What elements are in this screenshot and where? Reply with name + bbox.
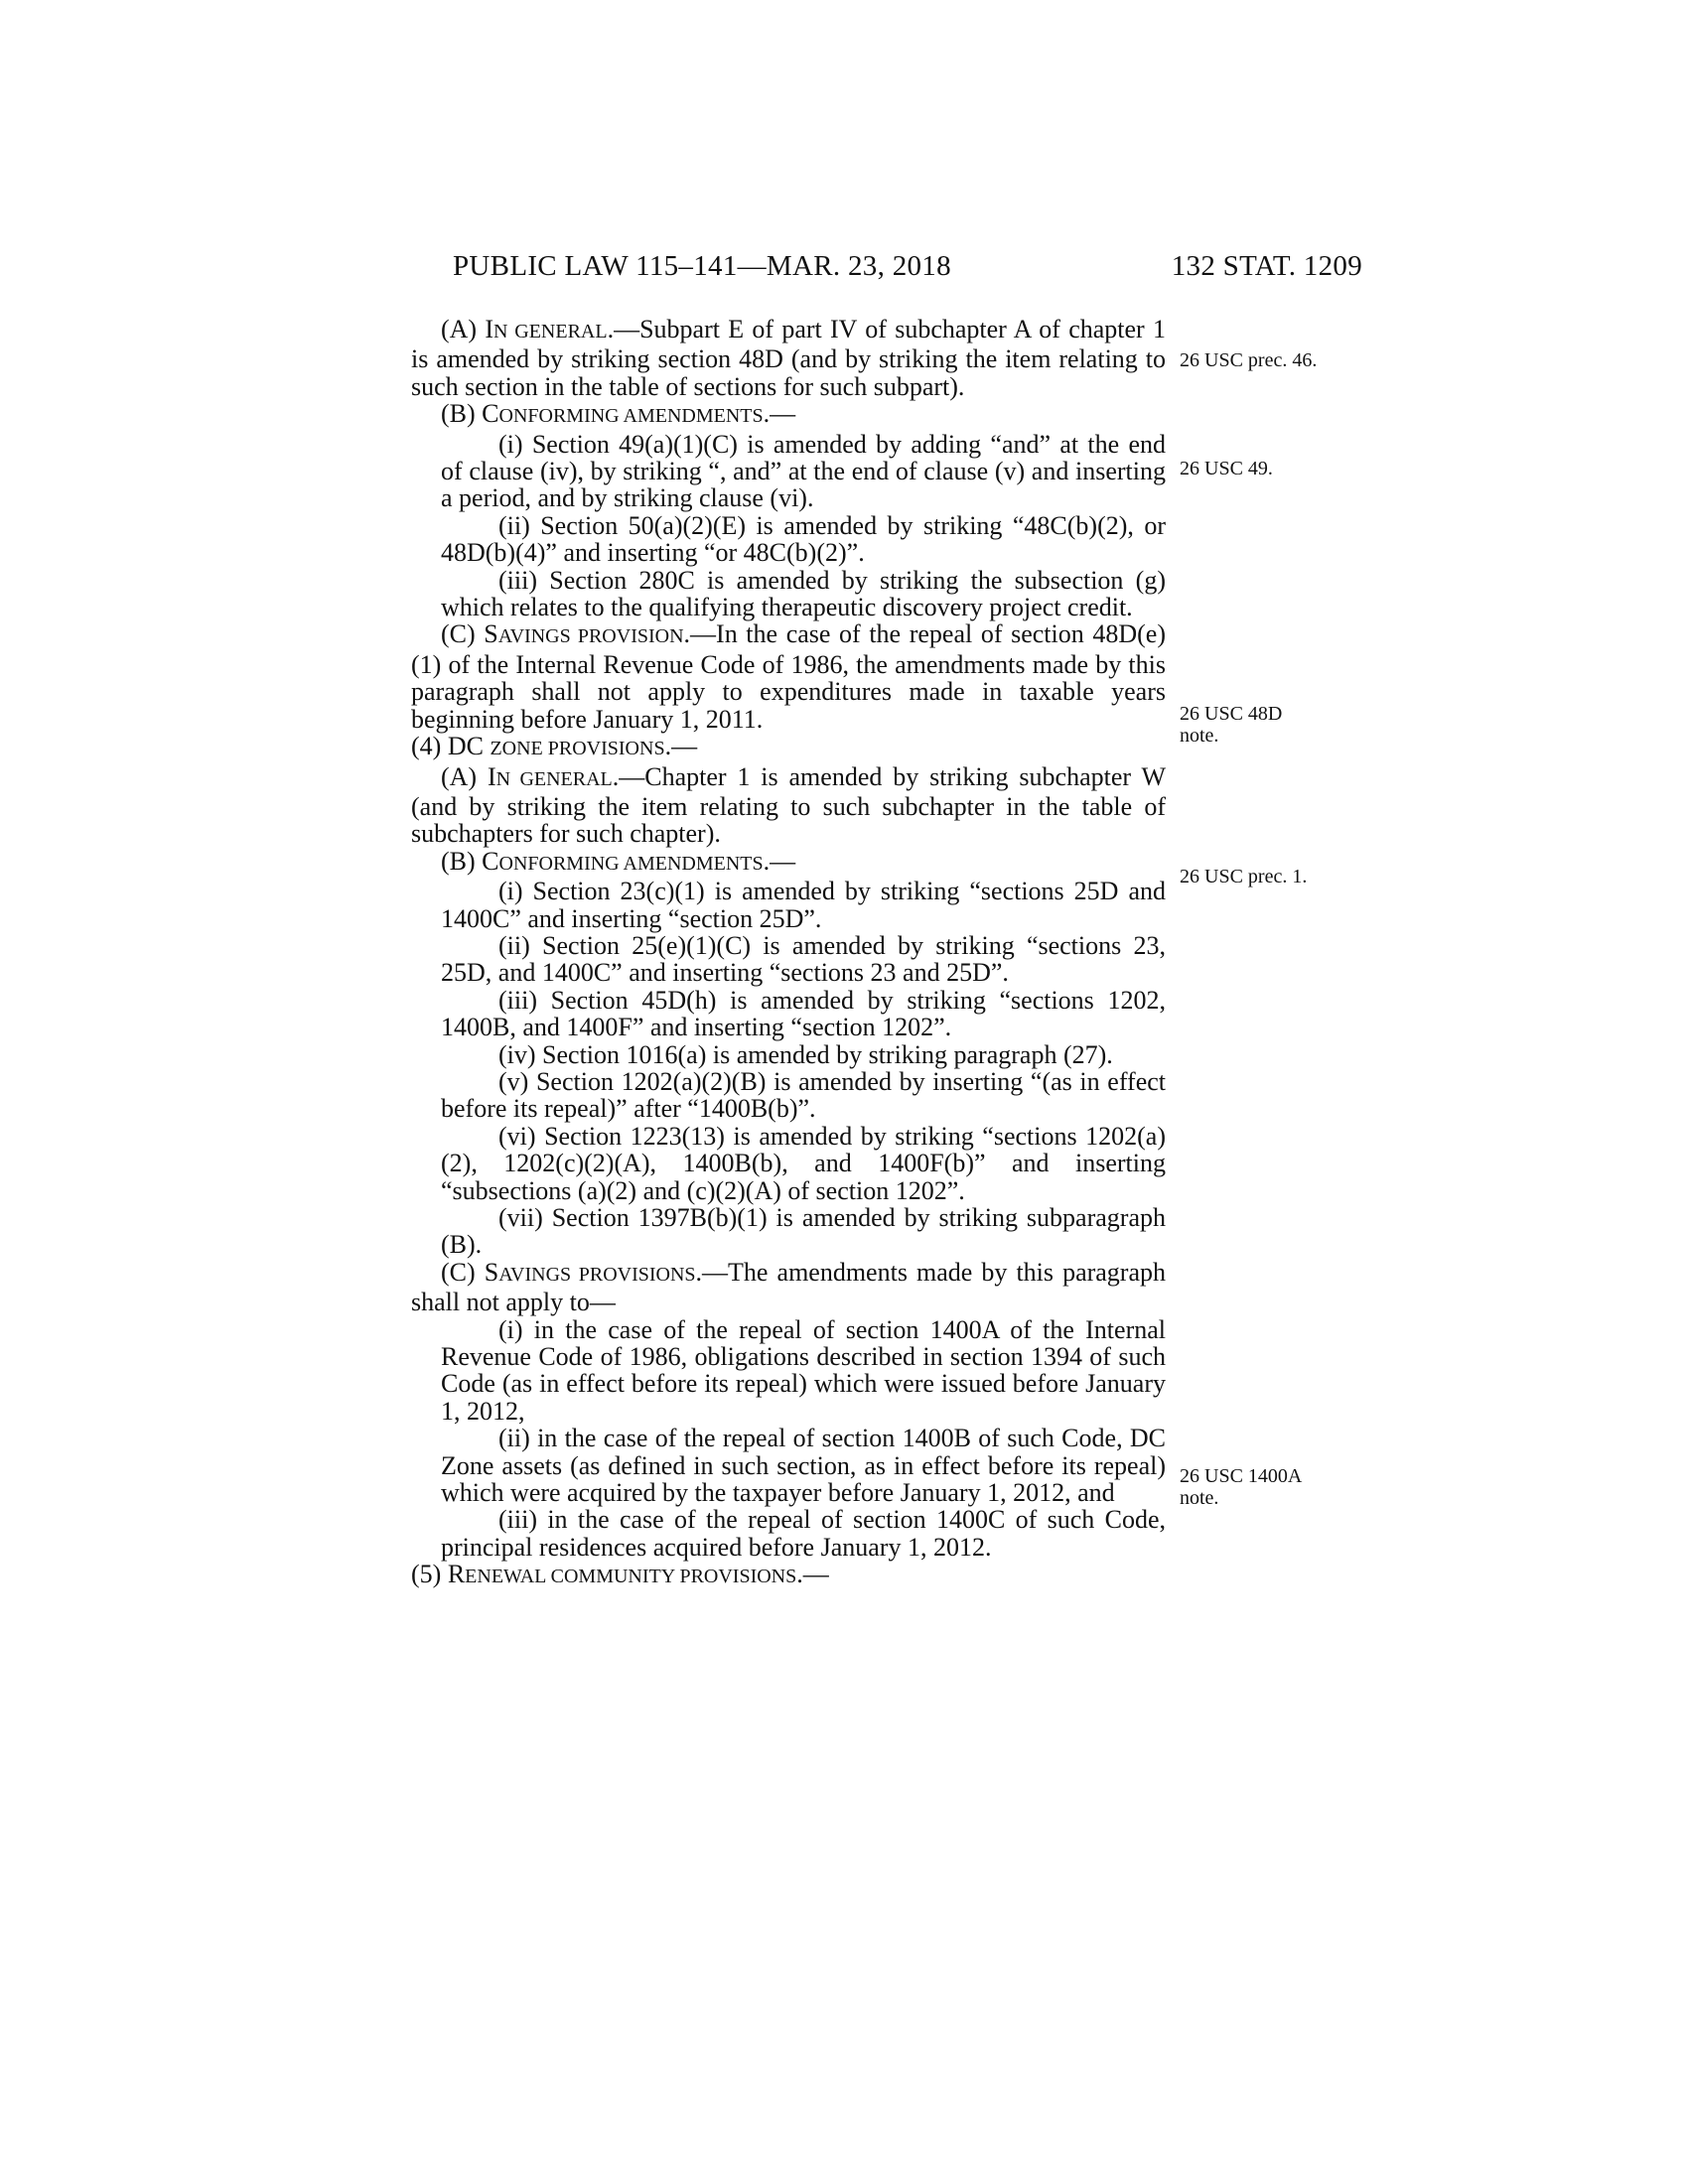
subparagraph-b-heading: (B) CONFORMING AMENDMENTS.—	[441, 846, 796, 876]
clause-i: (i) in the case of the repeal of section 1400A of the Internal Revenue Code of 1986, obligations described in section 1394 of such Code (as in effect before its repeal) which were issued before January 1, 2012,	[441, 1314, 1166, 1426]
clause-ii: (ii) Section 50(a)(2)(E) is amended by striking “48C(b)(2), or 48D(b)(4)” and inserting “or 48C(b)(2)”.	[441, 510, 1166, 568]
subparagraph-4b-heading: (B) CONFORMING AMENDMENTS.—	[441, 399, 796, 429]
paragraph-5-renewal-community: (5) RENEWAL COMMUNITY PROVISIONS.—	[411, 1560, 829, 1589]
clause-i: (i) Section 49(a)(1)(C) is amended by adding “and” at the end of clause (iv), by striking “, and” at the end of clause (v) and inserting a period, and by striking clause (vi).	[441, 429, 1166, 513]
subparagraph-c-savings: (C) SAVINGS PROVISIONS.—The amendments made by this paragraph shall not apply to—	[411, 1257, 1167, 1317]
paragraph-4-dc-zone: (4) DC ZONE PROVISIONS.—	[411, 732, 698, 761]
margin-note: 26 USC prec. 1.	[1180, 866, 1308, 887]
margin-note: 26 USC 48D note.	[1180, 703, 1283, 747]
clause-iv: (iv) Section 1016(a) is amended by striking paragraph (27).	[498, 1039, 1113, 1069]
margin-note: 26 USC 1400A note.	[1180, 1465, 1303, 1509]
running-head: PUBLIC LAW 115–141—MAR. 23, 2018	[453, 250, 951, 282]
clause-iii: (iii) in the case of the repeal of section 1400C of such Code, principal residences acquired before January 1, 2012.	[441, 1505, 1166, 1562]
subparagraph-c-savings: (C) SAVINGS PROVISION.—In the case of the repeal of section 48D(e)(1) of the Internal Revenue Code of 1986, the amendments made by this paragraph shall not apply to expenditures made in taxable years beginning before January 1, 2011.	[411, 619, 1166, 734]
clause-i: (i) Section 23(c)(1) is amended by striking “sections 25D and 1400C” and inserting “section 25D”.	[441, 877, 1166, 933]
clause-iii: (iii) Section 280C is amended by striking the subsection (g) which relates to the qualifying therapeutic discovery project credit.	[441, 565, 1166, 622]
page-citation: 132 STAT. 1209	[1171, 250, 1362, 282]
statute-text	[411, 316, 1166, 1591]
clause-vii: (vii) Section 1397B(b)(1) is amended by striking subparagraph (B).	[441, 1203, 1166, 1260]
margin-note: 26 USC prec. 46.	[1180, 349, 1318, 371]
clause-vi: (vi) Section 1223(13) is amended by striking “sections 1202(a)(2), 1202(c)(2)(A), 1400B(b), and 1400F(b)” and inserting “subsections (a)(2) and (c)(2)(A) of section 1202”.	[441, 1121, 1166, 1205]
clause-ii: (ii) in the case of the repeal of section 1400B of such Code, DC Zone assets (as defined in such section, as in effect before its repeal) which were acquired by the taxpayer before January 1, 2012, and	[441, 1424, 1166, 1508]
clause-iii: (iii) Section 45D(h) is amended by striking “sections 1202, 1400B, and 1400F” and inserting “section 1202”.	[441, 985, 1166, 1042]
page-header	[453, 246, 1362, 286]
subparagraph-4a-general: (A) IN GENERAL.—Subpart E of part IV of subchapter A of chapter 1 is amended by striking section 48D (and by striking the item relating to such section in the table of sections for such subpart).	[411, 315, 1166, 401]
clause-ii: (ii) Section 25(e)(1)(C) is amended by striking “sections 23, 25D, and 1400C” and inserting “sections 23 and 25D”.	[441, 930, 1166, 988]
clause-v: (v) Section 1202(a)(2)(B) is amended by inserting “(as in effect before its repeal)” after “1400B(b)”.	[441, 1066, 1166, 1124]
subparagraph-a-general: (A) IN GENERAL.—Chapter 1 is amended by striking subchapter W (and by striking the item relating to such subchapter in the table of subchapters for such chapter).	[411, 761, 1166, 849]
margin-note: 26 USC 49.	[1180, 458, 1273, 479]
